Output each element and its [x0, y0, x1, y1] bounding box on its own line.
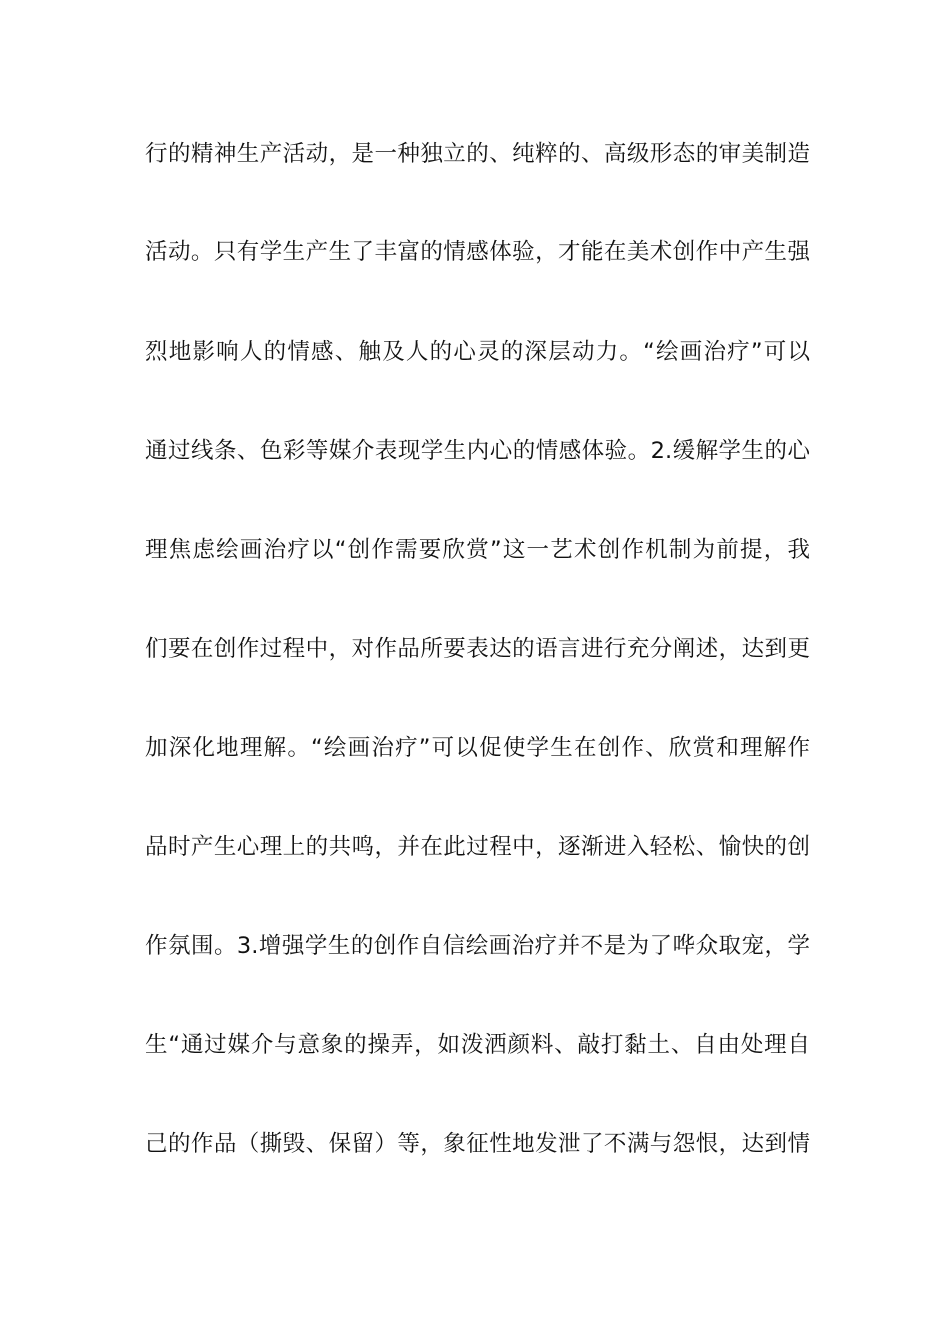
paragraph-line: 己的作品（撕毁、保留）等，象征性地发泄了不满与怨恨，达到情: [145, 1131, 810, 1157]
paragraph-line: 通过线条、色彩等媒介表现学生内心的情感体验。2.缓解学生的心: [145, 438, 810, 464]
paragraph-line: 活动。只有学生产生了丰富的情感体验，才能在美术创作中产生强: [145, 239, 810, 265]
paragraph-line: 加深化地理解。“绘画治疗”可以促使学生在创作、欣赏和理解作: [145, 735, 810, 761]
paragraph-line: 品时产生心理上的共鸣，并在此过程中，逐渐进入轻松、愉快的创: [145, 834, 810, 860]
paragraph-line: 行的精神生产活动，是一种独立的、纯粹的、高级形态的审美制造: [145, 141, 810, 167]
paragraph-line: 们要在创作过程中，对作品所要表达的语言进行充分阐述，达到更: [145, 636, 810, 662]
paragraph-line: 作氛围。3.增强学生的创作自信绘画治疗并不是为了哗众取宠，学: [145, 933, 810, 959]
paragraph-line: 生“通过媒介与意象的操弄，如泼洒颜料、敲打黏土、自由处理自: [145, 1032, 810, 1058]
paragraph-line: 理焦虑绘画治疗以“创作需要欣赏”这一艺术创作机制为前提，我: [145, 537, 810, 563]
paragraph-line: 烈地影响人的情感、触及人的心灵的深层动力。“绘画治疗”可以: [145, 339, 810, 365]
